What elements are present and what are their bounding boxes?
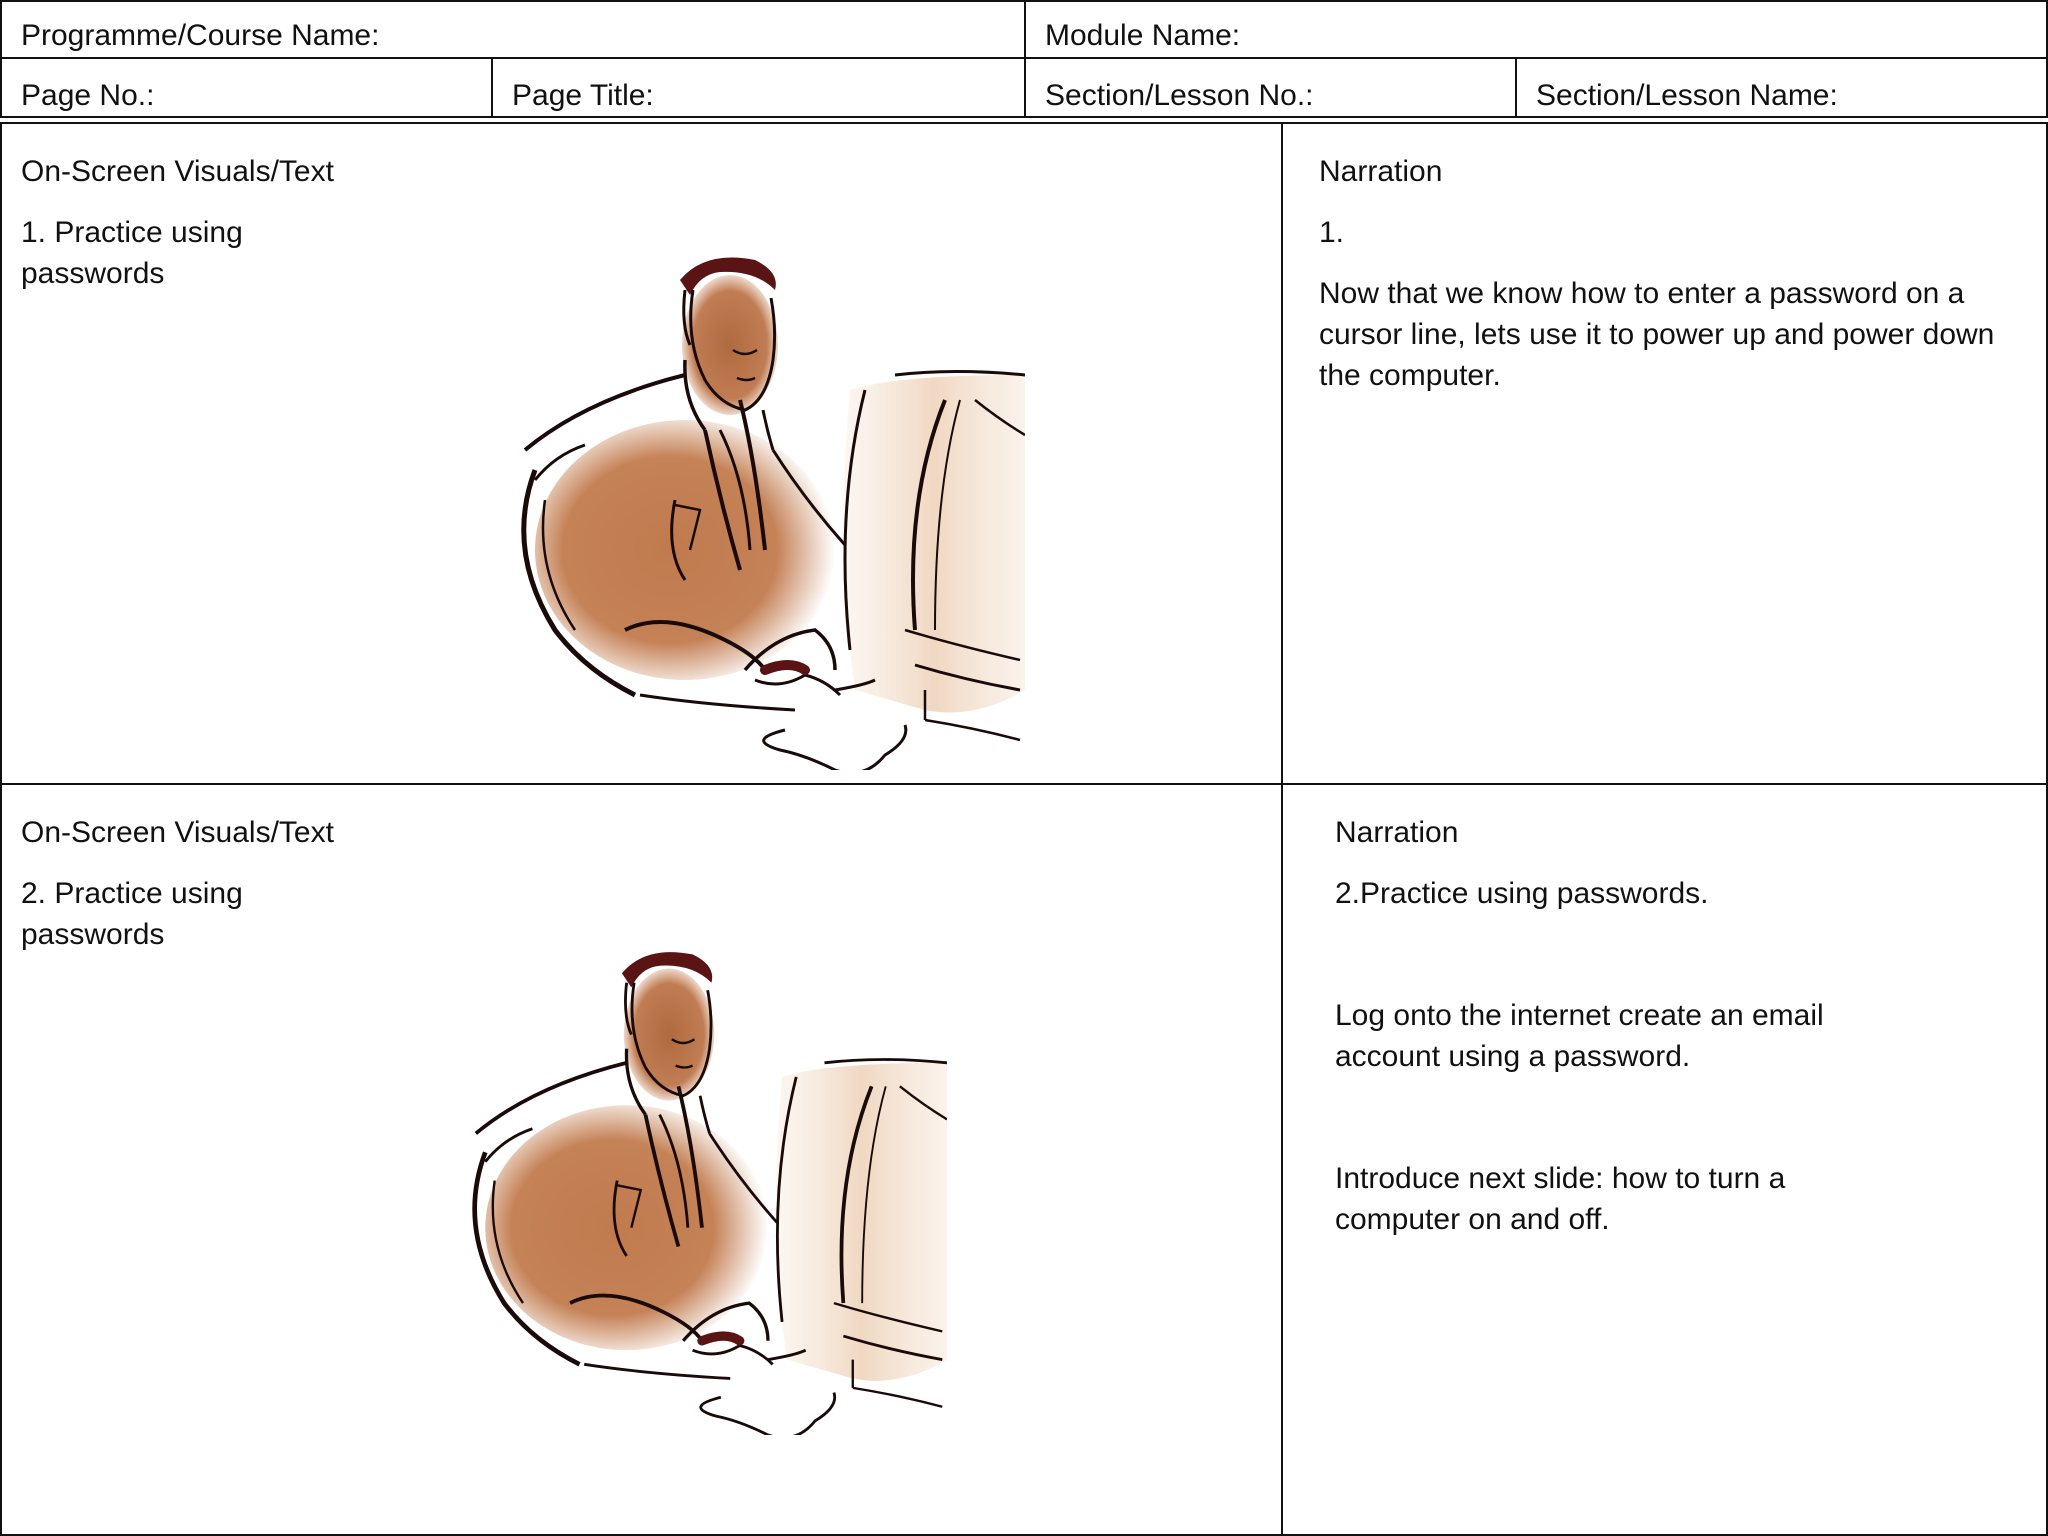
visuals-heading: On-Screen Visuals/Text [21, 816, 334, 849]
narration-paragraph: Introduce next slide: how to turn a computer on and off. [1335, 1162, 1786, 1236]
page-title-label: Page Title: [512, 79, 654, 112]
narration-column [1335, 812, 1895, 1240]
visuals-heading: On-Screen Visuals/Text [21, 155, 334, 188]
narration-paragraph: 2.Practice using passwords. [1335, 877, 1709, 910]
programme-course-name-label: Programme/Course Name: [21, 19, 380, 52]
narration-paragraph: 1. [1319, 216, 1345, 249]
section-lesson-no-label: Section/Lesson No.: [1045, 79, 1314, 112]
visuals-column [21, 151, 351, 294]
section-lesson-name-label: Section/Lesson Name: [1536, 79, 1838, 112]
narration-heading: Narration [1319, 155, 1443, 188]
man-at-computer-illustration [500, 250, 1030, 770]
visuals-column [21, 812, 351, 955]
border [0, 122, 2048, 124]
narration-paragraph: Log onto the internet create an email account using a password. [1335, 999, 1824, 1073]
border [1515, 57, 1517, 117]
border [0, 783, 2048, 785]
border [1281, 122, 1283, 1536]
module-name-label: Module Name: [1045, 19, 1241, 52]
man-at-computer-illustration [452, 945, 952, 1435]
narration-column [1319, 151, 2019, 396]
border [0, 0, 2, 117]
narration-heading: Narration [1335, 816, 1459, 849]
border [1024, 0, 1026, 117]
visuals-text: 2. Practice using passwords [21, 877, 243, 951]
narration-paragraph: Now that we know how to enter a password on a cursor line, lets use it to power up and power down the computer. [1319, 277, 1995, 392]
border [0, 122, 2, 1536]
border [491, 57, 493, 117]
visuals-text: 1. Practice using passwords [21, 216, 243, 290]
page-no-label: Page No.: [21, 79, 155, 112]
